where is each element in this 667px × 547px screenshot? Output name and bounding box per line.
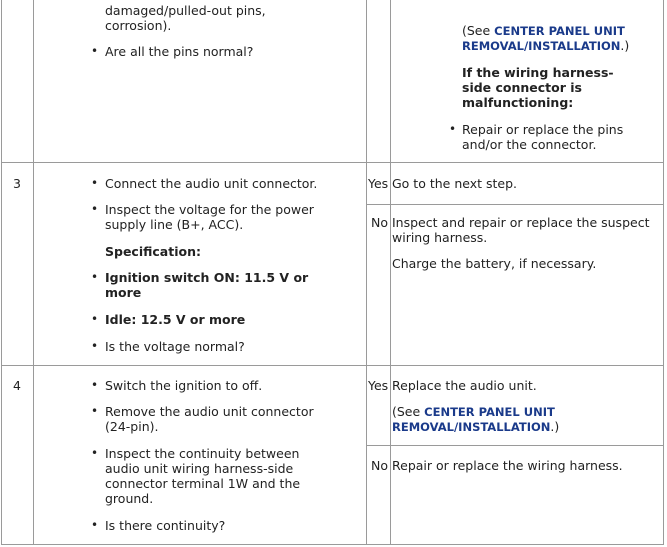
- no-action: Repair or replace the wiring harness.: [392, 458, 623, 473]
- step-number: 3: [13, 176, 21, 191]
- see-close: .): [550, 419, 560, 434]
- specification-label: Specification:: [105, 244, 201, 259]
- inspect-voltage-text: supply line (B+, ACC).: [105, 217, 244, 232]
- connect-connector-text: Connect the audio unit connector.: [105, 176, 318, 191]
- remove-connector-text: (24-pin).: [105, 419, 159, 434]
- switch-off-text: Switch the ignition to off.: [105, 378, 263, 393]
- center-panel-link[interactable]: CENTER PANEL UNIT: [494, 24, 625, 38]
- harness-heading: If the wiring harness-: [462, 65, 614, 80]
- bullet-icon: •: [91, 176, 99, 190]
- row3-yes-no-separator: [366, 204, 664, 205]
- prev-step-text-line: corrosion).: [105, 18, 172, 33]
- continuity-question: Is there continuity?: [105, 518, 226, 533]
- bullet-icon: •: [91, 312, 99, 326]
- removal-installation-link[interactable]: REMOVAL/INSTALLATION: [392, 420, 551, 434]
- bullet-icon: •: [91, 202, 99, 216]
- center-panel-link[interactable]: CENTER PANEL UNIT: [424, 405, 555, 419]
- ignition-spec: more: [105, 285, 142, 300]
- bullet-icon: •: [91, 446, 99, 460]
- yes-action: Go to the next step.: [392, 176, 517, 191]
- voltage-question: Is the voltage normal?: [105, 339, 245, 354]
- ignition-spec: Ignition switch ON: 11.5 V or: [105, 270, 309, 285]
- bullet-icon: •: [91, 270, 99, 284]
- table-border-right: [663, 0, 664, 545]
- inspect-voltage-text: Inspect the voltage for the power: [105, 202, 314, 217]
- continuity-text: connector terminal 1W and the: [105, 476, 301, 491]
- no-label: No: [371, 458, 388, 473]
- step-number: 4: [13, 378, 21, 393]
- harness-heading: malfunctioning:: [462, 95, 574, 110]
- bullet-icon: •: [91, 404, 99, 418]
- see-reference: [392, 404, 555, 420]
- bullet-icon: •: [449, 122, 457, 136]
- table-divider-yesno-right: [390, 0, 391, 545]
- table-border-bottom: [1, 544, 664, 545]
- see-reference-line2: [462, 38, 629, 54]
- see-reference-line2: [392, 419, 559, 435]
- harness-heading: side connector is: [462, 80, 582, 95]
- repair-pins-text: and/or the connector.: [462, 137, 597, 152]
- pins-normal-question: Are all the pins normal?: [105, 44, 254, 59]
- bullet-icon: •: [91, 378, 99, 392]
- see-open: (See: [392, 404, 425, 419]
- remove-connector-text: Remove the audio unit connector: [105, 404, 314, 419]
- row-separator-2-3: [1, 162, 664, 163]
- no-action: wiring harness.: [392, 230, 488, 245]
- table-divider-step: [33, 0, 34, 545]
- table-border-left: [1, 0, 2, 545]
- no-action: Inspect and repair or replace the suspect: [392, 215, 650, 230]
- see-close: .): [620, 38, 630, 53]
- bullet-icon: •: [91, 44, 99, 58]
- continuity-text: Inspect the continuity between: [105, 446, 300, 461]
- yes-label: Yes: [368, 378, 389, 393]
- repair-pins-text: Repair or replace the pins: [462, 122, 624, 137]
- row-separator-3-4: [1, 365, 664, 366]
- see-reference: [462, 23, 625, 39]
- no-label: No: [371, 215, 388, 230]
- bullet-icon: •: [91, 339, 99, 353]
- prev-step-text-line: damaged/pulled-out pins,: [105, 3, 266, 18]
- continuity-text: audio unit wiring harness-side: [105, 461, 294, 476]
- idle-spec: Idle: 12.5 V or more: [105, 312, 246, 327]
- row4-yes-no-separator: [366, 445, 664, 446]
- yes-action: Replace the audio unit.: [392, 378, 537, 393]
- yes-label: Yes: [368, 176, 389, 191]
- bullet-icon: •: [91, 518, 99, 532]
- see-open: (See: [462, 23, 495, 38]
- removal-installation-link[interactable]: REMOVAL/INSTALLATION: [462, 39, 621, 53]
- continuity-text: ground.: [105, 491, 154, 506]
- table-divider-yesno-left: [366, 0, 367, 545]
- no-action-battery: Charge the battery, if necessary.: [392, 256, 597, 271]
